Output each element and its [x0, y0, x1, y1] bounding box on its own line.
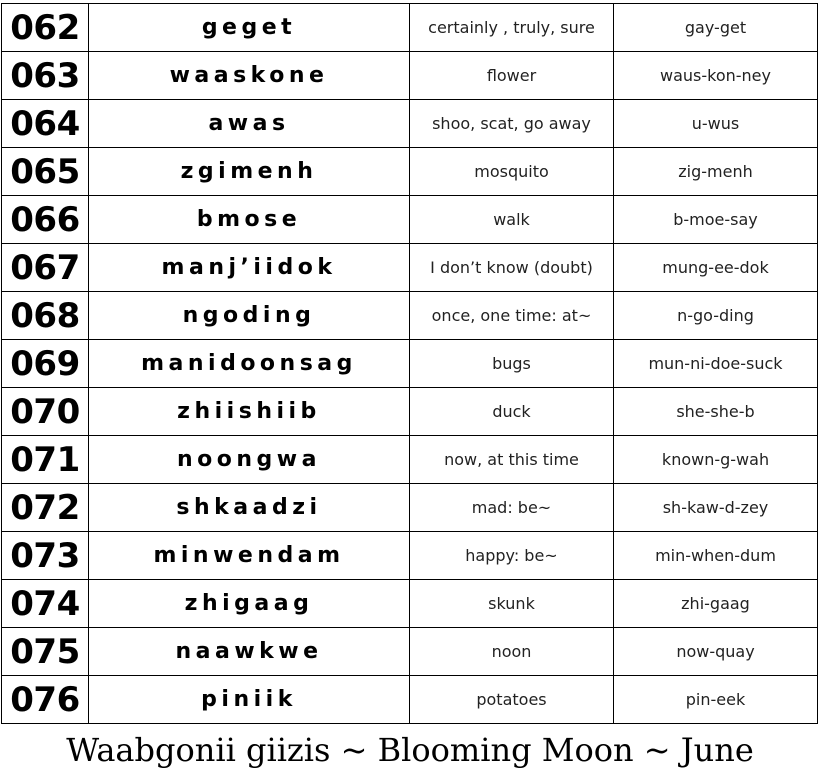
- table-row: [2, 388, 818, 436]
- pronunciation: waus-kon-ney: [614, 52, 818, 100]
- english-meaning: flower: [410, 52, 614, 100]
- entry-number: 071: [2, 436, 89, 484]
- ojibwe-word: geget: [89, 4, 410, 52]
- pronunciation: gay-get: [614, 4, 818, 52]
- table-row: [2, 676, 818, 724]
- english-meaning: once, one time: at~: [410, 292, 614, 340]
- ojibwe-word: bmose: [89, 196, 410, 244]
- english-meaning: certainly , truly, sure: [410, 4, 614, 52]
- entry-number: 063: [2, 52, 89, 100]
- entry-number: 076: [2, 676, 89, 724]
- entry-number: 072: [2, 484, 89, 532]
- table-row: [2, 532, 818, 580]
- english-meaning: bugs: [410, 340, 614, 388]
- english-meaning: walk: [410, 196, 614, 244]
- pronunciation: min-when-dum: [614, 532, 818, 580]
- english-meaning: skunk: [410, 580, 614, 628]
- english-meaning: duck: [410, 388, 614, 436]
- english-meaning: mosquito: [410, 148, 614, 196]
- table-row: [2, 100, 818, 148]
- ojibwe-word: zhigaag: [89, 580, 410, 628]
- entry-number: 070: [2, 388, 89, 436]
- entry-number: 074: [2, 580, 89, 628]
- english-meaning: potatoes: [410, 676, 614, 724]
- ojibwe-word: naawkwe: [89, 628, 410, 676]
- entry-number: 073: [2, 532, 89, 580]
- table-row: [2, 148, 818, 196]
- page-footer-title: Waabgonii giizis ~ Blooming Moon ~ June: [66, 731, 754, 769]
- pronunciation: b-moe-say: [614, 196, 818, 244]
- table-row: [2, 196, 818, 244]
- ojibwe-word: waaskone: [89, 52, 410, 100]
- ojibwe-word: shkaadzi: [89, 484, 410, 532]
- english-meaning: happy: be~: [410, 532, 614, 580]
- vocabulary-table-body: [2, 4, 818, 724]
- entry-number: 068: [2, 292, 89, 340]
- english-meaning: noon: [410, 628, 614, 676]
- ojibwe-word: awas: [89, 100, 410, 148]
- pronunciation: mung-ee-dok: [614, 244, 818, 292]
- pronunciation: mun-ni-doe-suck: [614, 340, 818, 388]
- ojibwe-word: noongwa: [89, 436, 410, 484]
- pronunciation: pin-eek: [614, 676, 818, 724]
- pronunciation: she-she-b: [614, 388, 818, 436]
- table-row: [2, 52, 818, 100]
- table-row: [2, 244, 818, 292]
- pronunciation: zhi-gaag: [614, 580, 818, 628]
- pronunciation: sh-kaw-d-zey: [614, 484, 818, 532]
- pronunciation: u-wus: [614, 100, 818, 148]
- ojibwe-word: piniik: [89, 676, 410, 724]
- ojibwe-word: ngoding: [89, 292, 410, 340]
- pronunciation: known-g-wah: [614, 436, 818, 484]
- table-row: [2, 436, 818, 484]
- ojibwe-word: manj’iidok: [89, 244, 410, 292]
- vocabulary-table: [1, 3, 818, 724]
- entry-number: 064: [2, 100, 89, 148]
- english-meaning: now, at this time: [410, 436, 614, 484]
- pronunciation: n-go-ding: [614, 292, 818, 340]
- table-row: [2, 580, 818, 628]
- ojibwe-word: manidoonsag: [89, 340, 410, 388]
- entry-number: 065: [2, 148, 89, 196]
- entry-number: 075: [2, 628, 89, 676]
- table-row: [2, 4, 818, 52]
- english-meaning: shoo, scat, go away: [410, 100, 614, 148]
- pronunciation: zig-menh: [614, 148, 818, 196]
- english-meaning: I don’t know (doubt): [410, 244, 614, 292]
- table-row: [2, 484, 818, 532]
- ojibwe-word: zgimenh: [89, 148, 410, 196]
- entry-number: 062: [2, 4, 89, 52]
- entry-number: 066: [2, 196, 89, 244]
- table-row: [2, 292, 818, 340]
- ojibwe-word: minwendam: [89, 532, 410, 580]
- table-row: [2, 628, 818, 676]
- entry-number: 069: [2, 340, 89, 388]
- english-meaning: mad: be~: [410, 484, 614, 532]
- ojibwe-word: zhiishiib: [89, 388, 410, 436]
- table-row: [2, 340, 818, 388]
- entry-number: 067: [2, 244, 89, 292]
- pronunciation: now-quay: [614, 628, 818, 676]
